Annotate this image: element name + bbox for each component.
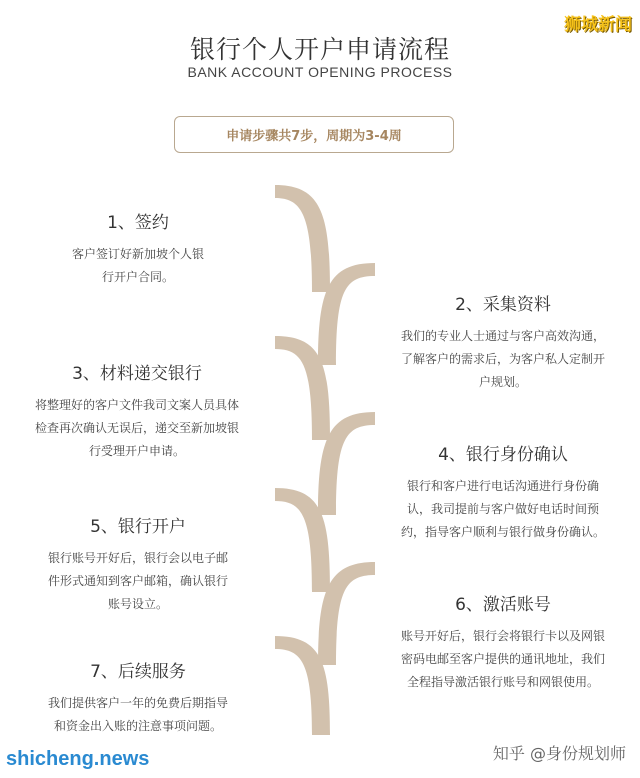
- step-description: [6, 394, 268, 463]
- step-title: 5、银行开户: [90, 517, 186, 537]
- brand-watermark-top-right: 狮城新闻: [564, 15, 632, 35]
- step-desc-line: 将整理好的客户文件我司文案人员具体: [34, 398, 239, 412]
- step-7: [12, 657, 264, 738]
- step-description: [372, 325, 634, 394]
- step-title: 2、采集资料: [455, 295, 551, 315]
- step-desc-line: 全程指导激活银行账号和网银使用。: [406, 675, 599, 689]
- step-desc-line: 户规划。: [478, 375, 527, 389]
- step-2: [372, 290, 634, 394]
- page-title: 银行个人开户申请流程: [189, 35, 450, 64]
- summary-text: 申请步骤共7步，周期为3-4周: [226, 129, 402, 144]
- step-desc-line: 行受理开户申请。: [88, 444, 185, 458]
- step-description: [12, 692, 264, 738]
- step-desc-line: 检查再次确认无误后，递交至新加坡银: [34, 421, 239, 435]
- step-desc-line: 银行和客户进行电话沟通进行身份确: [406, 479, 599, 493]
- step-desc-line: 账号开好后，银行会将银行卡以及网银: [400, 629, 605, 643]
- step-desc-line: 认，我司提前与客户做好电话时间预: [406, 502, 599, 516]
- step-3: [6, 359, 268, 463]
- step-desc-line: 银行账号开好后，银行会以电子邮: [47, 551, 228, 565]
- watermark-bottom-left: shicheng.news: [6, 748, 150, 770]
- page-subtitle: BANK ACCOUNT OPENING PROCESS: [187, 64, 453, 80]
- step-desc-line: 我们提供客户一年的免费后期指导: [47, 696, 228, 710]
- step-5: [12, 512, 264, 616]
- step-desc-line: 约，指导客户顺利与银行做身份确认。: [400, 525, 605, 539]
- step-description: [372, 475, 634, 544]
- step-4: [372, 440, 634, 544]
- step-desc-line: 行开户合同。: [101, 270, 174, 284]
- step-1: [18, 208, 258, 289]
- step-desc-line: 了解客户的需求后，为客户私人定制开: [400, 352, 605, 366]
- step-title: 1、签约: [107, 213, 169, 233]
- step-6: [372, 590, 634, 694]
- step-desc-line: 账号设立。: [107, 597, 168, 611]
- step-description: [372, 625, 634, 694]
- step-desc-line: 密码电邮至客户提供的通讯地址，我们: [400, 652, 605, 666]
- watermark-bottom-right: 知乎 @身份规划师: [492, 744, 626, 763]
- step-title: 6、激活账号: [455, 595, 551, 615]
- step-desc-line: 和资金出入账的注意事项问题。: [53, 719, 222, 733]
- step-desc-line: 我们的专业人士通过与客户高效沟通，: [400, 329, 605, 343]
- step-description: [18, 243, 258, 289]
- step-desc-line: 件形式通知到客户邮箱，确认银行: [47, 574, 228, 588]
- spine-leaf-1: [275, 185, 330, 292]
- step-title: 3、材料递交银行: [72, 364, 202, 384]
- step-description: [12, 547, 264, 616]
- step-title: 4、银行身份确认: [438, 445, 568, 465]
- step-desc-line: 客户签订好新加坡个人银: [71, 247, 204, 261]
- step-title: 7、后续服务: [90, 662, 186, 682]
